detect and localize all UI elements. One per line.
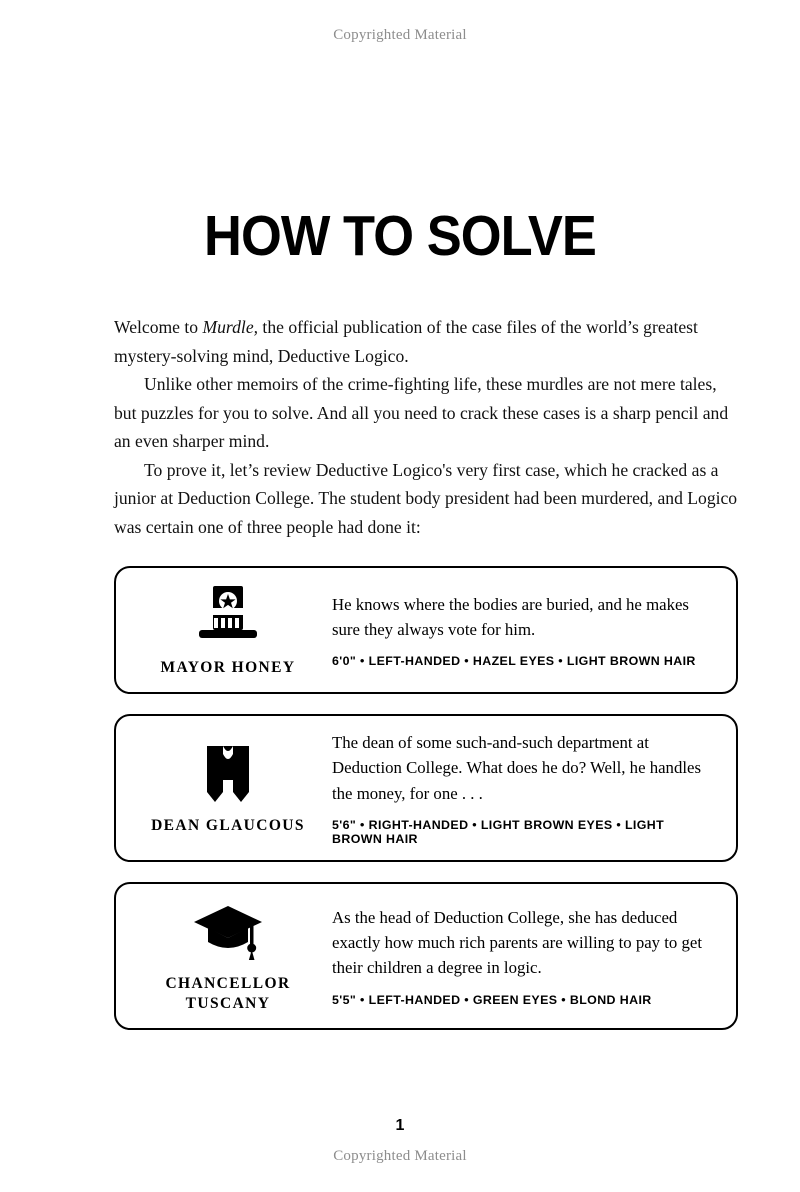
graduation-cap-icon: [192, 898, 264, 964]
page-number: 1: [395, 1117, 405, 1134]
suspect-details: [326, 905, 714, 1007]
suspect-identity: [130, 740, 326, 836]
open-book-icon: [197, 740, 259, 806]
book-title-italic: Murdle,: [202, 317, 259, 337]
suspect-card-dean-glaucous: [114, 714, 738, 862]
suspect-card-mayor-honey: [114, 566, 738, 694]
suspect-description: He knows where the bodies are buried, and he makes sure they always vote for him.: [332, 594, 689, 640]
suspect-card-chancellor-tuscany: [114, 882, 738, 1030]
suspect-description: The dean of some such-and-such department at Deduction College. What does he do? Well, he handles the money, for one . . .: [332, 733, 701, 803]
suspect-details: [326, 592, 714, 668]
intro-text: [114, 313, 738, 541]
suspect-identity: [130, 898, 326, 1014]
suspect-traits: 5'5" • LEFT-HANDED • GREEN EYES • BLOND HAIR: [332, 992, 652, 1007]
copyright-watermark-bottom: Copyrighted Material: [333, 1148, 467, 1164]
suspect-traits: 5'6" • RIGHT-HANDED • LIGHT BROWN EYES • LIGHT BROWN HAIR: [332, 817, 665, 846]
suspect-details: [326, 730, 714, 846]
suspect-name: DEAN GLAUCOUS: [151, 816, 305, 834]
suspect-name: CHANCELLOR TUSCANY: [165, 974, 291, 1012]
intro-paragraph-1: [114, 313, 738, 370]
suspect-identity: [130, 582, 326, 678]
intro-p1-post: the official publication of the case files of the world’s greatest mystery-solving mind, Deductive Logico.: [114, 317, 698, 366]
suspect-list: [114, 566, 738, 1050]
intro-paragraph-3: To prove it, let’s review Deductive Logico's very first case, which he cracked as a junior at Deduction College. The student body president had been murdered, and Logico was certain one of three people had done it:: [114, 459, 738, 537]
suspect-name: MAYOR HONEY: [160, 659, 296, 676]
page-title: HOW TO SOLVE: [203, 204, 596, 269]
intro-p1-pre: Welcome to: [114, 317, 203, 337]
intro-paragraph-2: Unlike other memoirs of the crime-fighting life, these murdles are not mere tales, but puzzles for you to solve. And all you need to crack these cases is a sharp pencil and an even sharper mind.: [114, 374, 729, 451]
copyright-watermark-top: Copyrighted Material: [333, 27, 467, 43]
top-hat-icon: [197, 582, 259, 648]
suspect-traits: 6'0" • LEFT-HANDED • HAZEL EYES • LIGHT BROWN HAIR: [332, 654, 696, 669]
suspect-description: As the head of Deduction College, she has deduced exactly how much rich parents are willing to pay to get their children a degree in logic.: [332, 908, 703, 978]
